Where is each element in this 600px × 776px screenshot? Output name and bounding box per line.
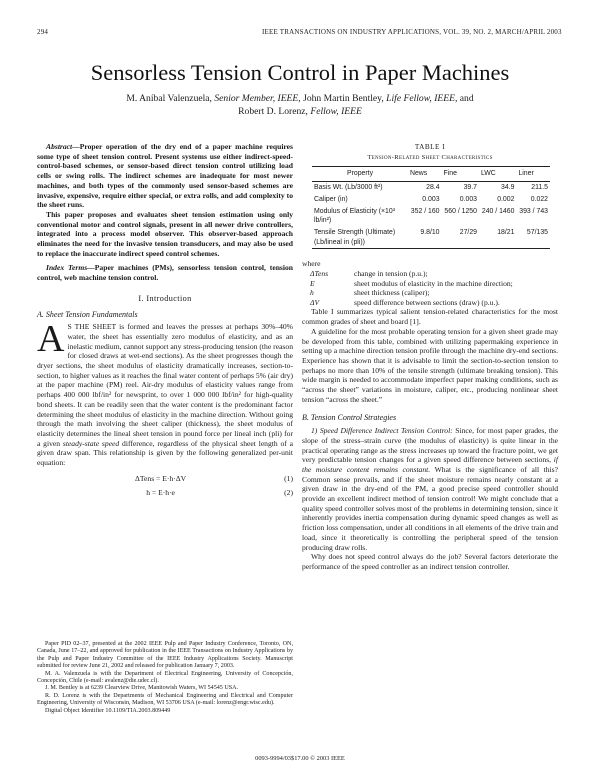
table-cell: 28.4 (426, 184, 440, 192)
section-heading-introduction: I. Introduction (138, 293, 192, 303)
symbol-row (310, 298, 515, 308)
copyright-footer: 0093-9994/03$17.00 © 2003 IEEE (255, 755, 345, 762)
table-cell: 393 / 743 (519, 207, 548, 215)
table-cell: 57/135 (516, 227, 550, 249)
intro-italic: steady-state speed (62, 438, 120, 448)
right-paragraph-4: Why does not speed control always do the job? Several factors deteriorate the performance of the speed controller as an indirect tension controller. (302, 552, 558, 571)
table-header-lwc: LWC (479, 167, 516, 182)
table-cell: 9.8/10 (408, 227, 442, 249)
intro-text: is formed and leaves the presses at perhaps 30%–40% water, the sheet has essentially zero modulus of elasticity, and as an inelastic medium, cannot support any stress-producing tension (the reason for closed draws at wet-end sections). As the sheet progresses though the dryer sections, the sheet modulus of elasticity dramatically increases, section-to-section, to higher values as it reaches the final water content of perhaps 5% (air dry) at the paper machine (PM) reel. Air-dry modulus of elasticity values range from perhaps 400 000 lbf/in² for newsprint, to over 1 000 000 lbf/in² for high-quality bond sheets. It can be readily seen that the water content is the predominant factor determining the sheet modulus of elasticity in the machine direction. Without going through the math involving the sheet caliper (thickness), the sheet modulus of elasticity determines the lineal sheet tension in pound force per lineal inch (pli) for a given (37, 322, 293, 448)
index-terms-text: Paper machines (PMs), sensorless tension control, tension control, web machine tension control. (37, 263, 294, 283)
equation-2 (37, 488, 293, 498)
footnote-valenzuela: M. A. Valenzuela is with the Department of Electrical Engineering, University of Concepción, Concepción, Chile (e-mail: avalenz@die.udec.cl). (37, 670, 293, 685)
index-terms-label: Index Terms— (46, 263, 95, 273)
paper-title: Sensorless Tension Control in Paper Machines (90, 60, 510, 85)
table-cell-property: Caliper (in) (314, 195, 348, 203)
right-column (302, 143, 558, 572)
right-paragraph-3-italic: if the moisture content remains constant. (302, 455, 558, 474)
table-cell: 0.003 (459, 195, 477, 203)
abstract-text: Proper operation of the dry end of a paper machine requires some type of sheet tension control. Present systems use either indirect-speed-control-based schemes, or sensor-based direct tension control utilizing load cells or swing rolls. The indirect schemes are inadequate for most newer machines, and both types of the commonly used sensor-based schemes are invasive, expensive, require either special, or extra rolls, and add complexity to the sheet runs. (37, 142, 293, 210)
symbol-list (310, 269, 515, 307)
subsection-heading-a: A. Sheet Tension Fundamentals (37, 309, 138, 319)
table-header-property: Property (312, 167, 408, 182)
subsubsection-heading-b1: 1) Speed Difference Indirect Tension Control: (311, 426, 453, 436)
symbol-description: speed difference between sections (draw) (p.u.). (354, 297, 500, 307)
abstract-p2: This paper proposes and evaluates sheet tension estimation using only conventional motor and control signals, present in all newer drive controllers, integrated into a process model observer. This observer-based approach eliminates the need for the invasive tension transducers, and may also be used to replace the inaccurate indirect speed control schemes. (37, 209, 293, 258)
table-caption: Tension-Related Sheet Characteristics (367, 153, 493, 161)
symbol-description: change in tension (p.u.); (354, 269, 428, 279)
table-cell: 352 / 160 (410, 207, 440, 215)
author-valenzuela: M. Aníbal Valenzuela, (126, 93, 212, 104)
author-list (60, 92, 540, 118)
table-cell: 0.022 (530, 195, 548, 203)
right-paragraph-3-text: Since, for most paper grades, the slope of the stress–strain curve (the modulus of elasticity) is quite linear in the practical operating range as the stress increases up toward the fracture point, we get very predictable tension changes for a given speed difference between sections, (302, 426, 559, 465)
table-row (312, 182, 550, 194)
table-row (312, 194, 550, 206)
footnote-submission: Paper PID 02–37, presented at the 2002 IEEE Pulp and Paper Industry Conference, Toronto, ON, Canada, June 17–22, and approved for publication in the IEEE Transactions on Industry Applications by the Pulp and Paper Industry Committee of the IEEE Industry Applications Society. Manuscript submitted for review June 21, 2002 and released for publication January 7, 2003. (37, 641, 293, 670)
table-cell: 0.003 (422, 195, 440, 203)
intro-paragraph (37, 318, 293, 468)
symbol: E (310, 278, 315, 288)
symbol-row (310, 269, 515, 279)
author-role: Senior Member, IEEE, (214, 93, 301, 104)
table-cell: 211.5 (531, 184, 548, 192)
table-cell: 39.7 (463, 184, 477, 192)
table-cell: 240 / 1460 (481, 207, 515, 215)
symbol-description: sheet thickness (caliper); (354, 288, 430, 298)
where-label: where (302, 259, 321, 269)
table-cell: 560 / 1250 (444, 207, 477, 215)
footnote-bentley: J. M. Bentley is at 6239 Clearview Drive, Manitowish Waters, WI 54545 USA. (45, 685, 239, 692)
right-paragraph-1: Table I summarizes typical salient tension-related characteristics for the most common grades of sheet and board [1]. (302, 307, 558, 327)
equation-1-number: (1) (284, 473, 293, 483)
symbol: h (310, 288, 314, 298)
author-bentley: John Martin Bentley, (303, 93, 384, 104)
table-header-row (312, 167, 550, 182)
symbol-row (310, 288, 515, 298)
symbol-row (310, 279, 515, 289)
symbol-description: sheet modulus of elasticity in the machine direction; (354, 278, 513, 288)
table-cell-property: Modulus of Elasticity (×10³ lb/in²) (314, 207, 395, 225)
abstract-p1 (37, 142, 293, 210)
symbol: ΔTens (310, 269, 329, 279)
table-header-news: News (408, 167, 442, 182)
author-role: Fellow, IEEE (310, 106, 362, 117)
equation-2-body: h = E·h·e (146, 487, 175, 497)
right-paragraph-3-end: What is the significance of all this? Common sense prevails, and if the sheet moisture remains nearly constant at a given draw in the dry-end of the PM, a good precise speed controller should provide an excellent indirect method of tension control! We might conclude that a quality speed controller solves most of the problems in determining tension, since it inherently provides inertia compensation during dynamic speed changes as well as friction loss compensation, under all conditions in all elements of the drive train and load, since it theoretically is controlling the peripheral speed of the tension producing draw rolls. (302, 464, 559, 552)
equation-1 (37, 474, 293, 484)
page-number: 294 (37, 28, 49, 36)
subsection-heading-b: B. Tension Control Strategies (302, 413, 397, 423)
table-cell-property: Tensile Strength (Ultimate) (Lb/lineal in (pli)) (312, 227, 408, 249)
table-label: TABLE I (414, 143, 446, 151)
table-cell: 18/21 (479, 227, 516, 249)
right-paragraph-2: A guideline for the most probable operating tension for a given sheet grade may be developed from this table, combined with utilizing papermaking experience in setting up a machine direction tension profile through the machine dry-end sections. Experience has shown that it is advisable to limit the section-to-section tension to perhaps no more than 10% of the tensile strength (ultimate breaking tension). This wide margin is needed to accommodate imperfect paper making conditions, such as “across the sheet” variations in moisture, caliper, etc., producing nonlinear sheet tension “across the sheet.” (302, 326, 558, 404)
table-cell-property: Basis Wt. (Lb/3000 ft²) (314, 184, 383, 192)
characteristics-table (312, 166, 550, 249)
author-conjunction: and (459, 93, 474, 104)
table-header-fine: Fine (442, 167, 479, 182)
table-cell: 27/29 (442, 227, 479, 249)
table-header-liner: Liner (516, 167, 550, 182)
intro-lead: S THE SHEET (67, 322, 117, 332)
right-paragraph-3 (302, 426, 558, 552)
table-cell: 34.9 (501, 184, 515, 192)
intro-text-end: difference, regardless of the physical sheet length of a given draw span. This relationship is given by the following generalized per-unit equation: (37, 438, 293, 468)
running-header: IEEE TRANSACTIONS ON INDUSTRY APPLICATIONS, VOL. 39, NO. 2, MARCH/APRIL 2003 (262, 28, 562, 36)
table-row (312, 206, 550, 227)
table-row (312, 227, 550, 249)
equation-1-body: ΔTens = E·h·ΔV (135, 473, 187, 483)
footnote-doi: Digital Object Identifier 10.1109/TIA.2003.809449 (45, 707, 171, 714)
footnote-lorenz: R. D. Lorenz is with the Departments of Mechanical Engineering and Electrical and Computer Engineering, University of Wisconsin, Madison, WI 53706 USA (e-mail: lorenz@engr.wisc.edu). (37, 692, 293, 707)
author-role: Life Fellow, IEEE, (386, 93, 458, 104)
author-lorenz: Robert D. Lorenz, (238, 106, 308, 117)
abstract-label: Abstract— (46, 142, 80, 151)
equation-2-number: (2) (284, 487, 293, 497)
symbol: ΔV (310, 297, 320, 307)
index-terms (37, 263, 293, 282)
left-column (37, 142, 293, 501)
drop-cap: A (37, 318, 65, 361)
footnotes (37, 641, 293, 715)
table-cell: 0.002 (497, 195, 515, 203)
